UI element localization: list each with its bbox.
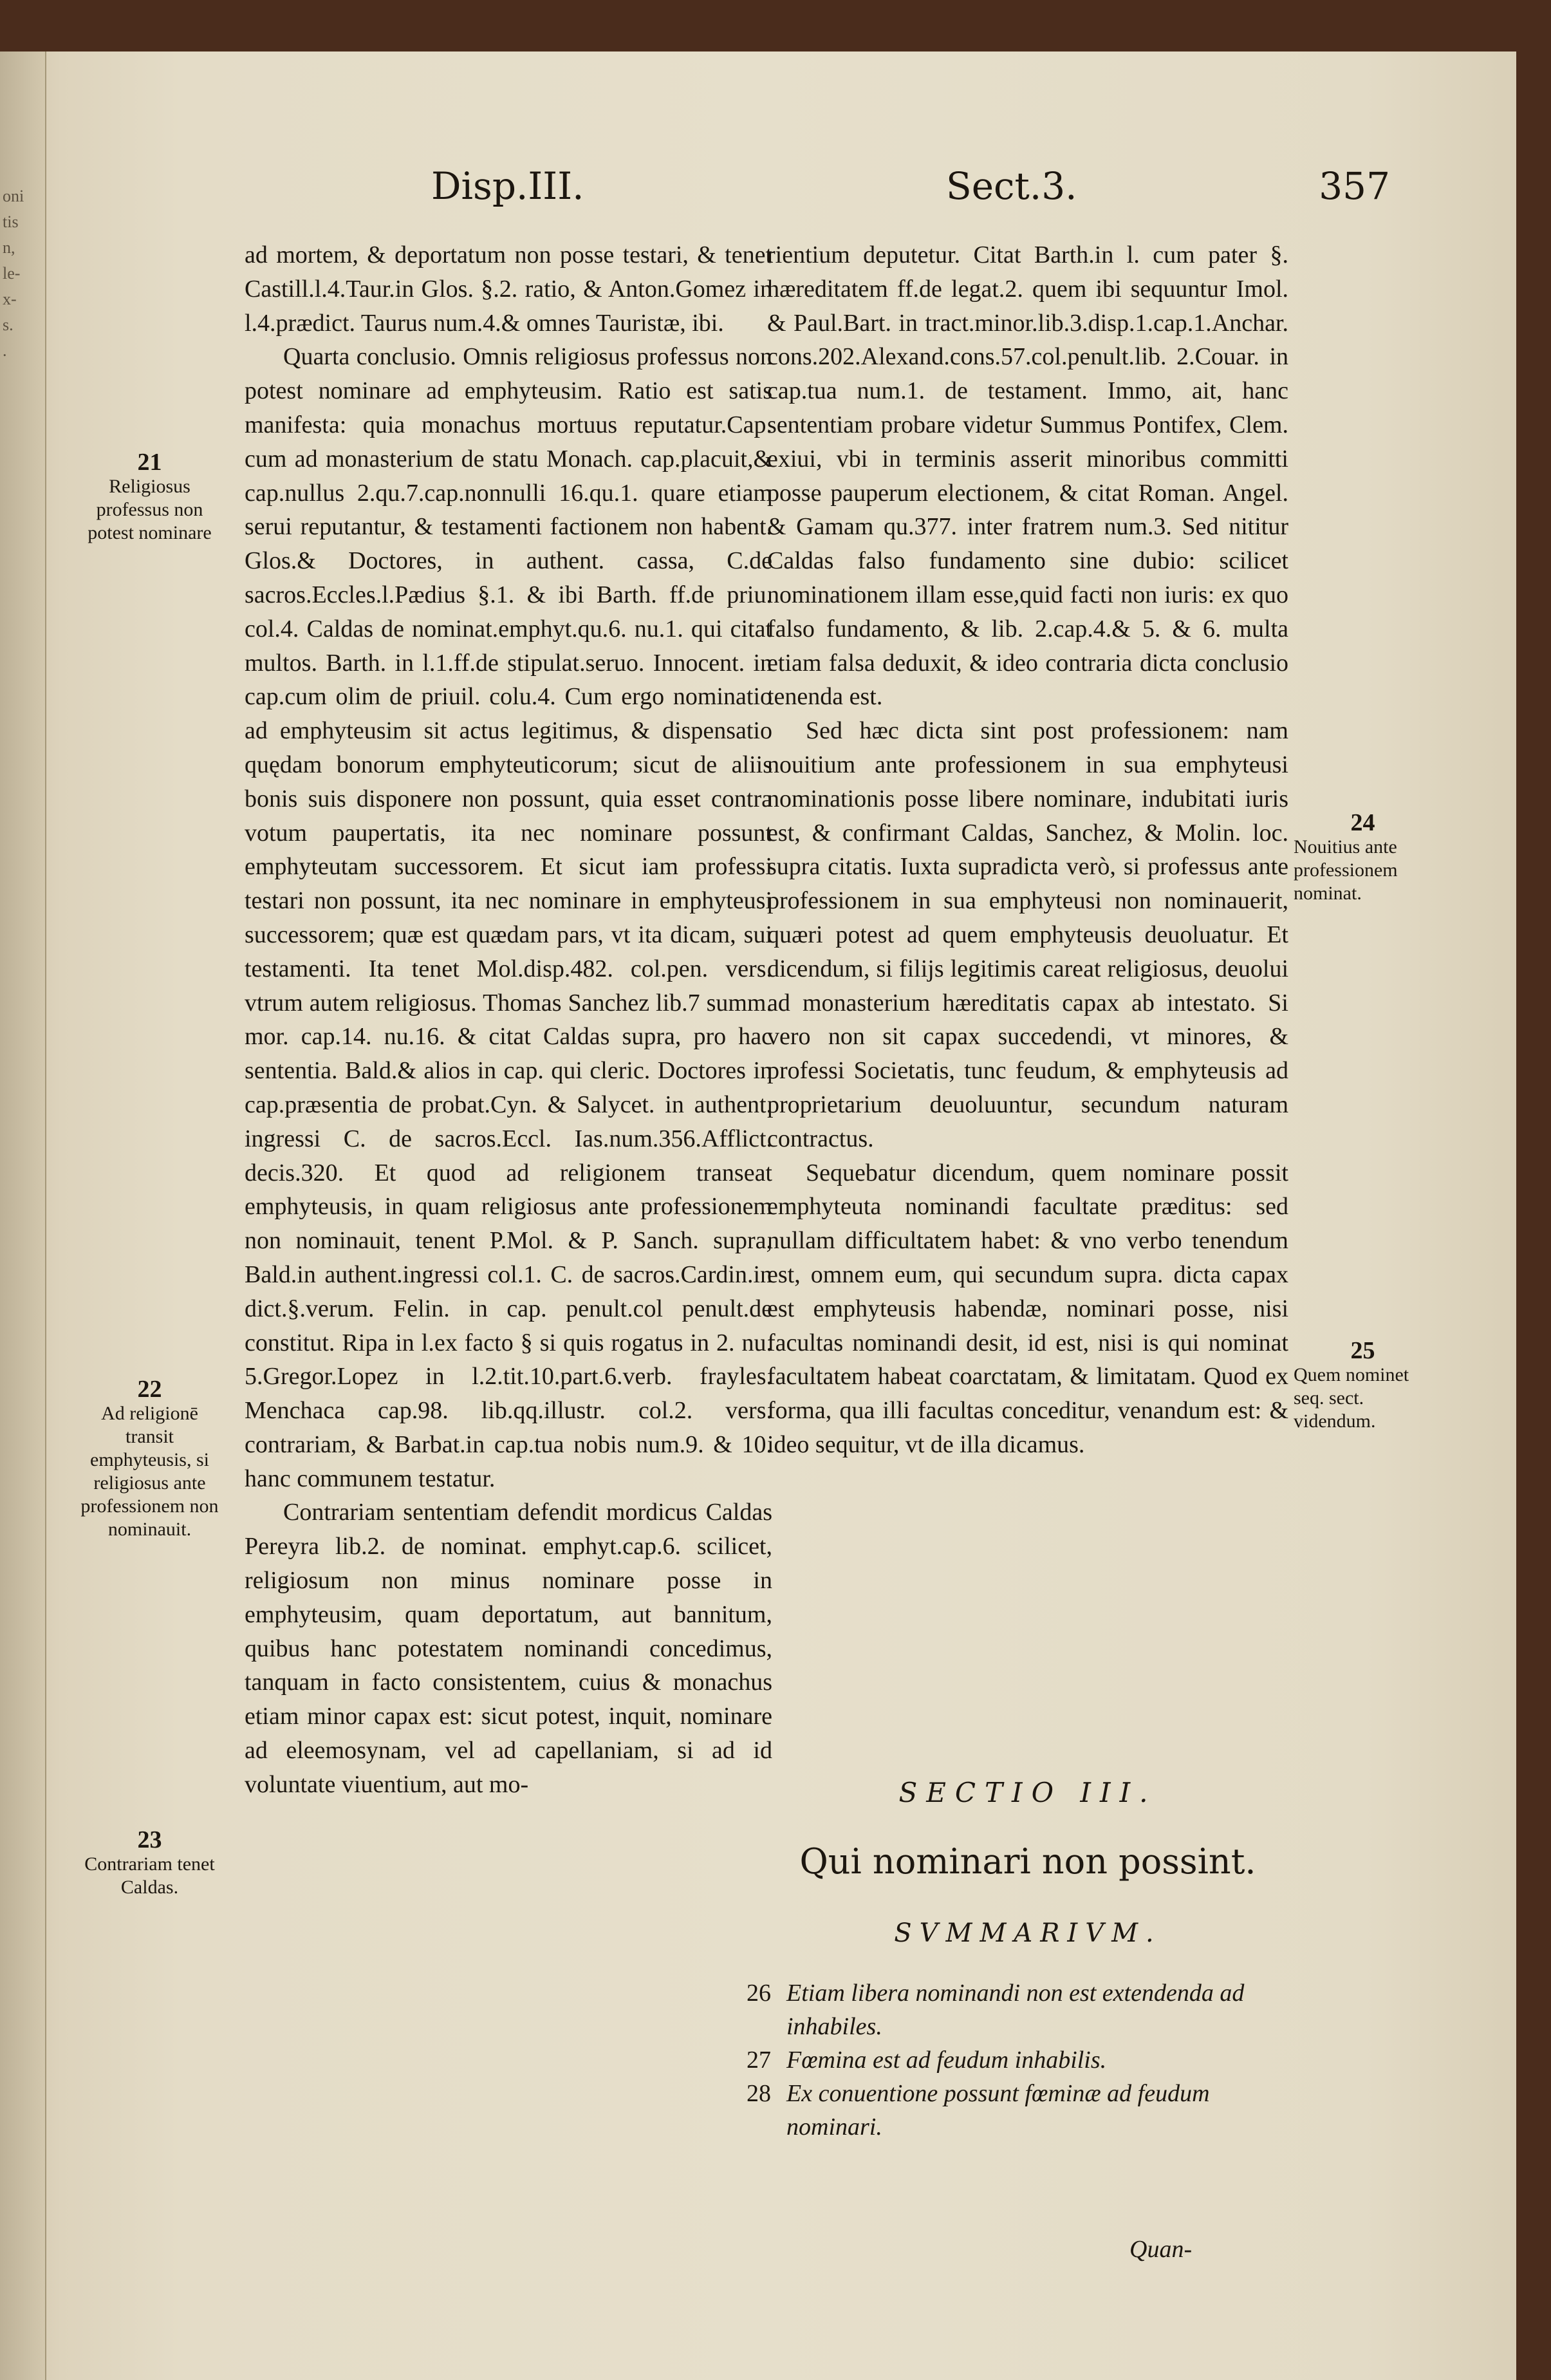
paragraph: Sed hæc dicta sint post professionem: nam nouitium ante professionem in sua emphyteusi nominationis posse libere nominare, indubitati iuris est, & confirmant Caldas, Sanchez, & Molin. loc. supra citatis. Iuxta supradicta verò, si professus ante professionem in sua emphyteusi non nominauerit, quæri potest ad quem emphyteusis deuoluatur. Et dicendum, si filijs legitimis careat religiosus, deuolui ad monasterium hæreditatis capax ab intestato. Si vero non sit capax succedendi, vt minores, & professi Societatis, tunc feudum, & emphyteusis ad proprietarium deuoluuntur, secundum naturam contractus. [767,717,1288,1152]
paragraph: Quarta conclusio. Omnis religiosus professus non potest nominare ad emphyteusim. Ratio est satis manifesta: quia monachus mortuus reputatur.Cap. cum ad monasterium de statu Monach. cap.placuit,& cap.nullus 2.qu.7.cap.nonnulli 16.qu.1. quare etiam serui reputantur, & testamenti factionem non habent. Glos.& Doctores, in authent. cassa, C.de sacros.Eccles.l.Pædius §.1. & ibi Barth. ff.de priu. col.4. Caldas de nominat.emphyt.qu.6. nu.1. qui citat multos. Barth. in l.1.ff.de stipulat.seruo. Innocent. in cap.cum olim de priuil. colu.4. Cum ergo nominatio ad emphyteusim sit actus legitimus, & dispensatio quędam bonorum emphyteuticorum; sicut de aliis bonis suis disponere non possunt, quia esset contra votum paupertatis, ita nec nominare possunt emphyteutam successorem. Et sicut iam professi testari non possunt, ita nec nominare in emphyteusi successorem; quæ est quædam pars, vt ita dicam, sui testamenti. Ita tenet Mol.disp.482. col.pen. vers. vtrum autem religiosus. Thomas Sanchez lib.7 summ. mor. cap.14. nu.16. & citat Caldas supra, pro hac sententia. Bald.& alios in cap. qui cleric. Doctores in cap.præsentia de probat.Cyn. & Salycet. in authent. ingressi C. de sacros.Eccl. Ias.num.356.Afflict. decis.320. Et quod ad religionem transeat emphyteusis, in quam religiosus ante professionem non nominauit, tenent P.Mol. & P. Sanch. supra, Bald.in authent.ingressi col.1. C. de sacros.Cardin.in dict.§.verum. Felin. in cap. penult.col penult.de constitut. Ripa in l.ex facto § si quis rogatus in 2. nu. 5.Gregor.Lopez in l.2.tit.10.part.6.verb. frayles. Menchaca cap.98. lib.qq.illustr. col.2. vers. contrariam, & Barbat.in cap.tua nobis num.9. & 10. hanc communem testatur. [245,343,772,1492]
left-text-column [245,238,772,1802]
paragraph: Contrariam sententiam defendit mordicus Caldas Pereyra lib.2. de nominat. emphyt.cap.6. scilicet, religiosum non minus nominare posse in emphyteusim, quam deportatum, aut bannitum, quibus hanc potestatem nominandi concedimus, tanquam in facto consistentem, cuius & monachus etiam minor capax est: sicut potest, inquit, nominare ad eleemosynam, vel ad capellaniam, si ad id voluntate viuentium, aut mo- [245,1499,772,1798]
note-text: Ad religionē transit emphyteusis, si religiosus ante professionem non nominauit. [80,1403,219,1540]
running-header [386,164,1390,216]
note-text: Quem nominet seq. sect. videndum. [1294,1364,1409,1432]
paragraph: Sequebatur dicendum, quem nominare possit emphyteuta nominandi facultate præditus: sed nullam difficultatem habet: & vno verbo tenendum est, omnem eum, qui secundum supra. dicta capax est emphyteusis habendæ, nominari posse, nisi facultas nominandi desit, id est, nisi is qui nominat facultatem habeat coarctatam, & limitatam. Quod ex forma, qua illi facultas conceditur, venandum est: & ideo sequitur, vt de illa dicamus. [767,1159,1288,1458]
note-number: 22 [137,1376,162,1403]
summary-item [747,1976,1300,2043]
page-number: 357 [1319,164,1390,208]
edge-fragment: . [3,341,7,360]
previous-page-edge [0,52,46,2380]
margin-note [77,451,222,545]
margin-note [1294,1339,1432,1433]
edge-fragment: tis [3,212,19,231]
book-page [0,52,1516,2380]
paragraph: ad mortem, & deportatum non posse testari, & tenet Castill.l.4.Taur.in Glos. §.2. ratio, & Anton.Gomez in l.4.prædict. Taurus num.4.& omnes Tauristæ, ibi. [245,241,772,337]
right-text-column [767,238,1288,1462]
note-number: 23 [137,1826,162,1853]
margin-note [77,1828,222,1899]
catchword: Quan- [1129,2236,1193,2263]
summary-item-number: 27 [747,2047,771,2074]
summary-item [747,2077,1300,2144]
margin-note [1294,811,1432,905]
note-number: 21 [137,449,162,476]
summary-item-text: Fœmina est ad feudum inhabilis. [786,2047,1107,2074]
section-heading: Qui nominari non possint. [799,1841,1256,1882]
edge-fragment: oni [3,187,24,205]
section-title: SECTIO III. [898,1777,1157,1808]
summary-item-text: Ex conuentione possunt fœminæ ad feudum nominari. [786,2080,1210,2141]
summary-item-number: 26 [747,1980,771,2007]
note-text: Religiosus professus non potest nominare [88,476,212,543]
header-disputation: Disp.III. [431,164,584,208]
margin-note [77,1378,222,1541]
note-text: Contrariam tenet Caldas. [84,1853,215,1898]
note-text: Nouitius ante professionem nominat. [1294,836,1398,904]
note-number: 24 [1350,809,1375,836]
summary-item [747,2043,1300,2077]
header-section: Sect.3. [946,164,1077,208]
summary-item-text: Etiam libera nominandi non est extendenda ad inhabiles. [786,1980,1245,2040]
edge-fragment: s. [3,315,14,334]
edge-fragment: le- [3,264,21,283]
paragraph: rientium deputetur. Citat Barth.in l. cum pater §. hæreditatem ff.de legat.2. quem ibi sequuntur Imol. & Paul.Bart. in tract.minor.lib.3.disp.1.cap.1.Anchar. cons.202.Alexand.cons.57.col.penult.lib. 2.Couar. in cap.tua num.1. de testament. Immo, ait, hanc sententiam probare videtur Summus Pontifex, Clem. exiui, vbi in terminis asserit minoribus committi posse pauperum electionem, & citat Roman. Angel. & Gamam qu.377. inter fratrem num.3. Sed nititur Caldas falso fundamento sine dubio: scilicet nominationem illam esse,quid facti non iuris: ex quo falso fundamento, & lib. 2.cap.4.& 5. & 6. multa etiam falsa deduxit, & ideo contraria dicta conclusio tenenda est. [767,241,1288,711]
edge-fragment: n, [3,238,15,257]
summary-item-number: 28 [747,2080,771,2107]
note-number: 25 [1350,1337,1375,1364]
summary-list [747,1976,1300,2144]
edge-fragment: x- [3,290,17,308]
summary-title: SVMMARIVM. [894,1918,1162,1948]
